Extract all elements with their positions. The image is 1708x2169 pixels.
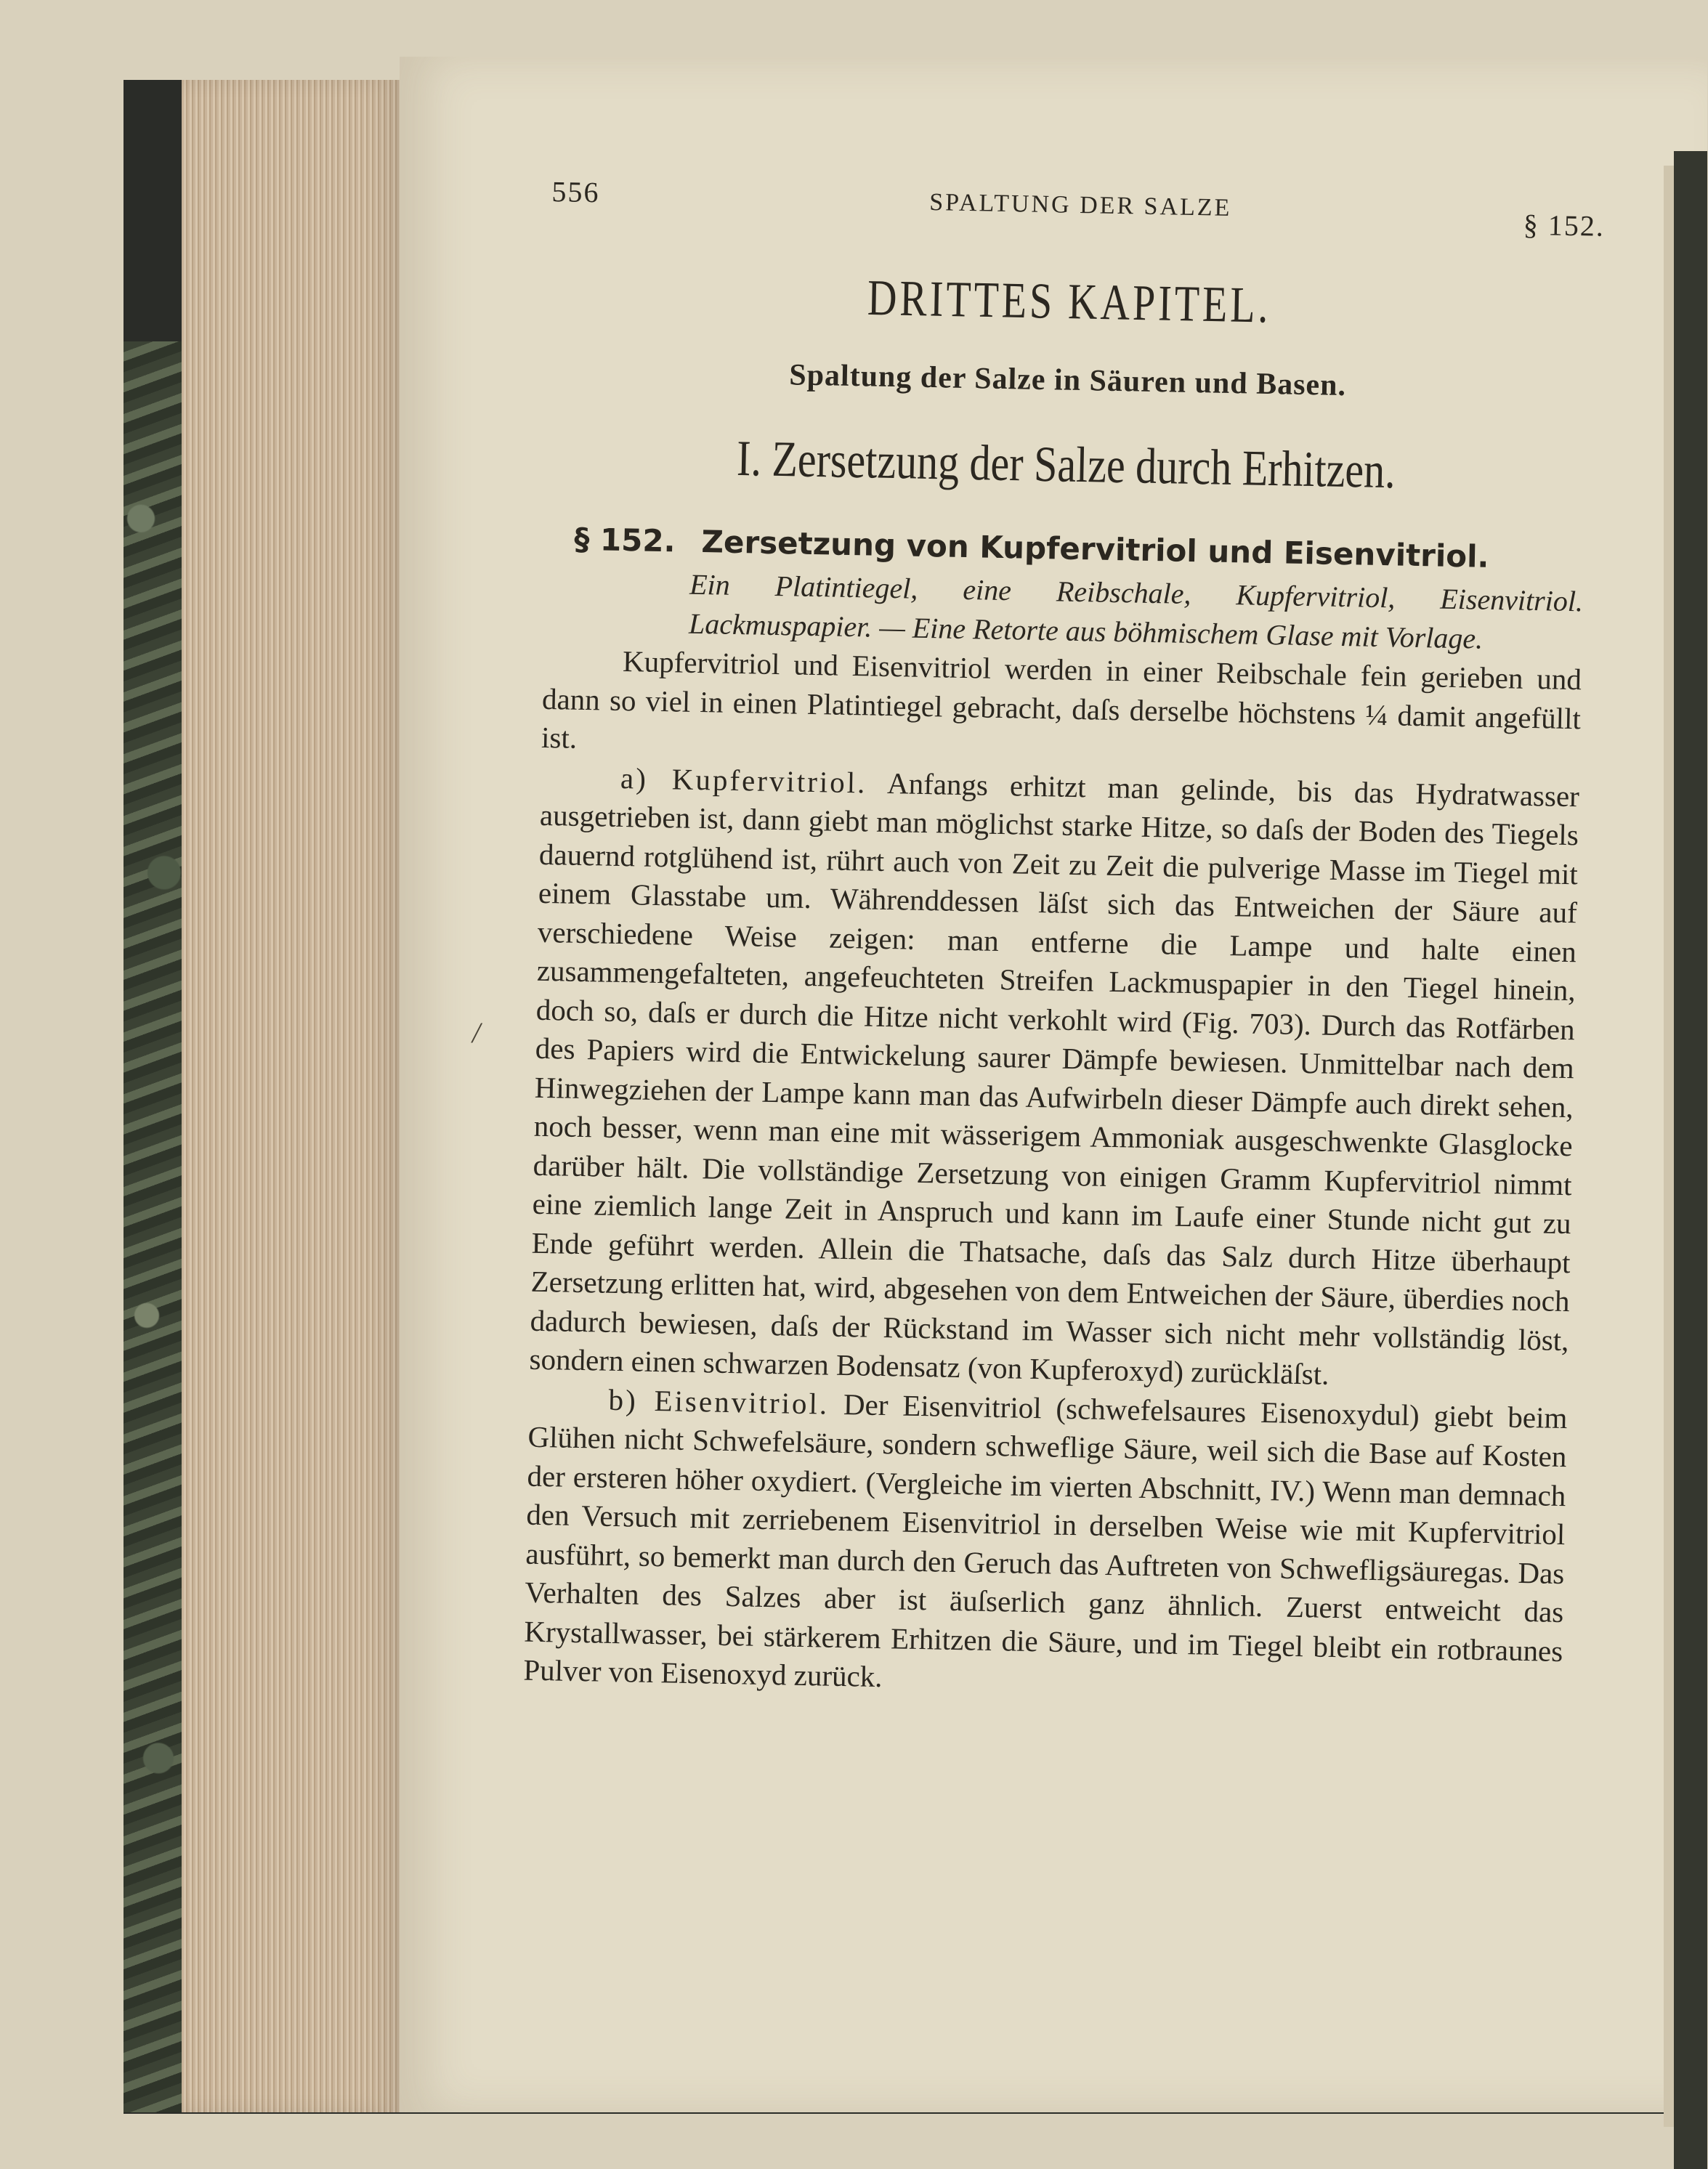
running-title: SPALTUNG DER SALZE: [929, 188, 1232, 222]
next-page-edge: [1664, 166, 1674, 2127]
chapter-subtitle: Spaltung der Salze in Säuren und Basen.: [788, 358, 1347, 403]
page-edges: [182, 80, 400, 2112]
header-section: § 152.: [1523, 208, 1606, 243]
lead-kupfervitriol: a) Kupfervitriol.: [620, 761, 867, 799]
marbled-spine: [124, 341, 182, 2112]
paragraph-intro: Kupfervitriol und Eisenvitriol werden in einer Reibschale fein gerieben und dann so viel in einen Platintiegel gebracht, daſs derselbe höchstens ¼ damit angefüllt ist.: [541, 644, 1582, 755]
lead-eisenvitriol: b) Eisenvitriol.: [608, 1382, 830, 1421]
body-text: [523, 641, 1582, 1710]
section-heading: I. Zersetzung der Salze durch Erhitzen.: [736, 429, 1396, 499]
text-eisenvitriol: Der Eisenvitriol (schwefelsaures Eisenoxydul) giebt beim Glühen nicht Schwefelsäure, sondern schweflige Säure, weil sich die Base auf Kosten der ersteren höher oxydiert. (Vergleiche im vierten Abschnitt, IV.) Wenn man demnach den Versuch mit zerriebenem Eisenvitriol in derselben Weise wie mit Kupfervitriol ausführt, so bemerkt man durch den Geruch das Auftreten von Schwefligsäuregas. Das Verhalten des Salzes aber ist äuſserlich ganz ähnlich. Zuerst entweicht das Krystallwasser, bei stärkerem Erhitzen die Säure, und im Tiegel bleibt ein rotbraunes Pulver von Eisenoxyd zurück.: [523, 1387, 1568, 1694]
page-content: [523, 174, 1606, 1710]
page-number: 556: [551, 174, 600, 209]
chapter-title: DRITTES KAPITEL.: [867, 269, 1272, 334]
text-kupfervitriol: Anfangs erhitzt man gelinde, bis das Hydratwasser ausgetrieben ist, dann giebt man möglichst starke Hitze, so daſs der Boden des Tiegels dauernd rotglühend ist, rührt auch von Zeit zu Zeit die pulverige Masse im Tiegel mit einem Glasstabe um. Währenddessen läſst sich das Entweichen der Säure auf verschiedene Weise zeigen: man entferne die Lampe und halte einen zusammengefalteten, angefeuchteten Streifen Lackmuspapier in den Tiegel hinein, doch so, daſs er durch die Hitze nicht verkohlt wird (Fig. 703). Durch das Rotfärben des Papiers wird die Entwickelung saurer Dämpfe bewiesen. Unmittelbar nach dem Hinwegziehen der Lampe kann man das Aufwirbeln dieser Dämpfe auch direkt sehen, noch besser, wenn man eine mit wässerigem Ammoniak ausgeschwenkte Glasglocke darüber hält. Die vollständige Zersetzung von einigen Gramm Kupfervitriol nimmt eine ziemlich lange Zeit in Anspruch und kann im Laufe einer Stunde nicht gut zu Ende geführt werden. Allein die Thatsache, daſs das Salz durch Hitze überhaupt Zersetzung erlitten hat, wird, abgesehen von dem Entweichen der Säure, überdies noch dadurch bewiesen, daſs der Rückstand im Wasser sich nicht mehr vollständig löst, sondern einen schwarzen Bodensatz (von Kupferoxyd) zurückläſst.: [529, 766, 1580, 1391]
margin-mark: /: [472, 1016, 481, 1049]
paragraph-kupfervitriol: [529, 757, 1579, 1398]
paragraph-number: § 152.: [573, 521, 676, 559]
paragraph-title-text: Zersetzung von Kupfervitriol und Eisenvitriol.: [701, 524, 1489, 575]
materials-list: Ein Platintiegel, eine Reibschale, Kupfervitriol, Eisenvitriol. Lackmuspapier. — Eine Retorte aus böhmischem Glase mit Vorlage.: [688, 567, 1584, 655]
cover-edge: [1674, 151, 1707, 2169]
paragraph-eisenvitriol: [523, 1379, 1568, 1709]
